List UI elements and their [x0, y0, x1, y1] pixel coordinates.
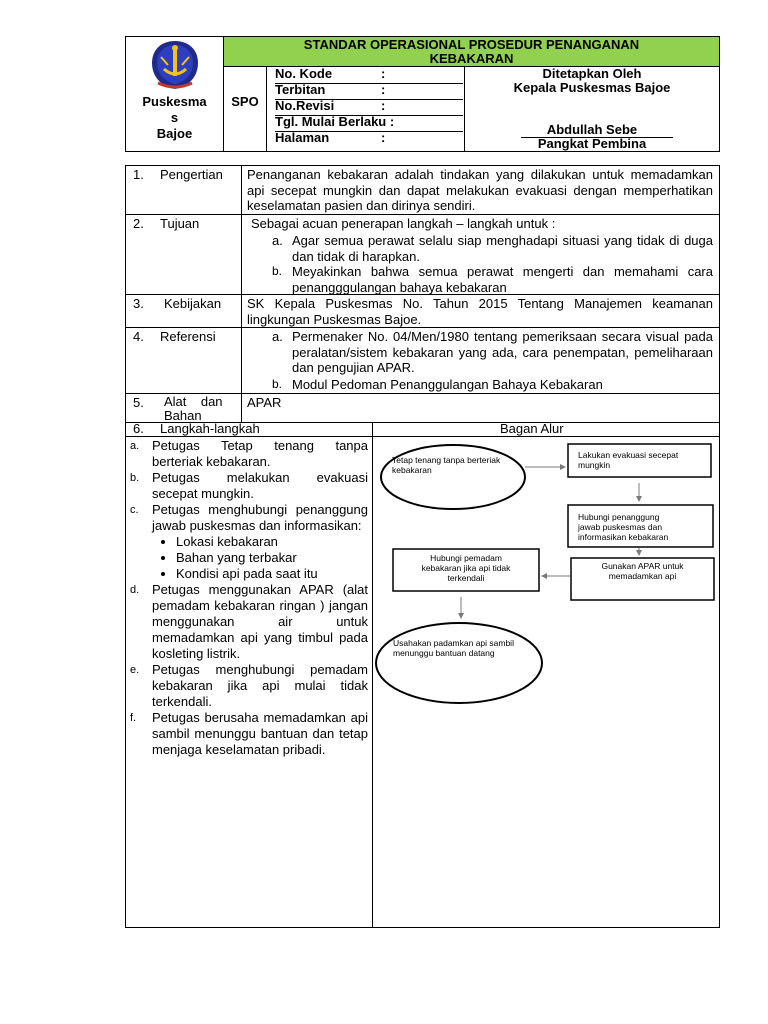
meta-row-terbitan: Terbitan :	[275, 83, 463, 100]
step-item-d: d. Petugas menggunakan APAR (alat pemadam kebakaran ringan ) jangan menggunakan air untuk memadamkan api yang timbul pada kosleting listrik.	[130, 582, 368, 661]
tujuan-intro: Sebagai acuan penerapan langkah – langkah untuk :	[251, 216, 556, 231]
referensi-marker-a: a.	[272, 329, 283, 344]
puskesmas-logo	[148, 39, 202, 91]
alat-text: APAR	[247, 395, 282, 410]
section-number-referensi: 4.	[133, 329, 144, 344]
flow-text-start: Tetap tenang tanpa berteriak kebakaran	[392, 455, 501, 475]
section-label-langkah: Langkah-langkah	[160, 421, 260, 436]
meta-row-kode: No. Kode :	[275, 67, 463, 84]
referensi-marker-b: b.	[272, 377, 283, 391]
bullet-item: • Lokasi kebakaran	[176, 534, 368, 550]
section-label-alat: Alat dan Bahan	[164, 394, 223, 423]
section-number-langkah: 6.	[133, 421, 144, 436]
step-c-bullets	[130, 534, 368, 582]
section-number-alat: 5.	[133, 395, 144, 410]
steps-list	[130, 438, 368, 758]
meta-table	[267, 67, 464, 151]
document-title: STANDAR OPERASIONAL PROSEDUR PENANGANAN KEBAKARAN	[224, 37, 719, 66]
section-number-pengertian: 1.	[133, 167, 144, 182]
section-number-tujuan: 2.	[133, 216, 144, 231]
tujuan-item-b: Meyakinkan bahwa semua perawat mengerti dan memahami cara penangggulangan bahaya kebakaran	[292, 264, 713, 295]
flow-text-end: Usahakan padamkan api sambil menunggu bantuan datang	[393, 638, 514, 658]
step-item-a: a. Petugas Tetap tenang tanpa berteriak kebakaran.	[130, 438, 368, 469]
flow-text-apar: Gunakan APAR untuk memadamkan api	[601, 561, 684, 581]
pengertian-text: Penanganan kebakaran adalah tindakan yang dilakukan untuk memadamkan api secepat mungkin dan dapat melakukan evakuasi dengan memperhatikan keselamatan pasien dan dirinya sendiri.	[247, 167, 713, 213]
section-label-referensi: Referensi	[160, 329, 216, 344]
established-position: Kepala Puskesmas Bajoe	[513, 80, 671, 95]
tujuan-marker-a: a.	[272, 233, 283, 248]
referensi-item-a: Permenaker No. 04/Men/1980 tentang pemeriksaan secara visual pada peralatan/sistem kebakaran yang ada, cara penempatan, pemeliharaan dan pengujian APAR.	[292, 329, 713, 375]
meta-row-revisi: No.Revisi :	[275, 99, 463, 116]
section-label-kebijakan: Kebijakan	[164, 296, 222, 311]
flow-text-hubungi-pj: Hubungi penanggung jawab puskesmas dan informasikan kebakaran	[578, 512, 669, 542]
flow-text-pemadam: Hubungi pemadam kebakaran jika api tidak terkendali	[421, 553, 511, 583]
referensi-item-b: Modul Pedoman Penanggulangan Bahaya Kebakaran	[292, 377, 603, 392]
step-item-b: b. Petugas melakukan evakuasi secepat mungkin.	[130, 470, 368, 501]
org-name: Puskesma s Bajoe	[142, 94, 207, 141]
bullet-item: • Kondisi api pada saat itu	[176, 566, 368, 582]
established-by: Ditetapkan Oleh	[542, 66, 642, 81]
signer-name: Abdullah Sebe	[546, 122, 638, 137]
flow-text-evakuasi: Lakukan evakuasi secepat mungkin	[578, 450, 679, 470]
section-number-kebijakan: 3.	[133, 296, 144, 311]
signer-rank: Pangkat Pembina	[537, 136, 647, 151]
logo-cell	[126, 37, 223, 151]
bullet-item: • Bahan yang terbakar	[176, 550, 368, 566]
meta-row-halaman: Halaman :	[275, 130, 386, 145]
meta-row-tgl: Tgl. Mulai Berlaku :	[275, 115, 463, 132]
tujuan-item-a: Agar semua perawat selalu siap menghadapi situasi yang tidak di duga dan tidak di harapkan.	[292, 233, 713, 264]
flow-header: Bagan Alur	[500, 421, 564, 436]
section-label-tujuan: Tujuan	[160, 216, 200, 231]
tujuan-marker-b: b.	[272, 264, 283, 278]
kebijakan-text: SK Kepala Puskesmas No. Tahun 2015 Tentang Manajemen keamanan lingkungan Puskesmas Bajoe.	[247, 296, 713, 327]
flowchart-connectors	[373, 437, 720, 737]
step-item-f: f. Petugas berusaha memadamkan api sambil menunggu bantuan dan tetap menjaga keselamatan pribadi.	[130, 710, 368, 757]
section-label-pengertian: Pengertian	[160, 167, 223, 182]
established-block	[465, 66, 719, 151]
step-item-c: c. Petugas menghubungi penanggung jawab puskesmas dan informasikan: • Lokasi kebakaran • Bahan yang terbakar • Kondisi api pada saat itu	[130, 502, 368, 582]
flow-node-end	[376, 623, 542, 703]
step-item-e: e. Petugas menghubungi pemadam kebakaran jika api mulai tidak terkendali.	[130, 662, 368, 709]
spo-label: SPO	[231, 94, 259, 109]
